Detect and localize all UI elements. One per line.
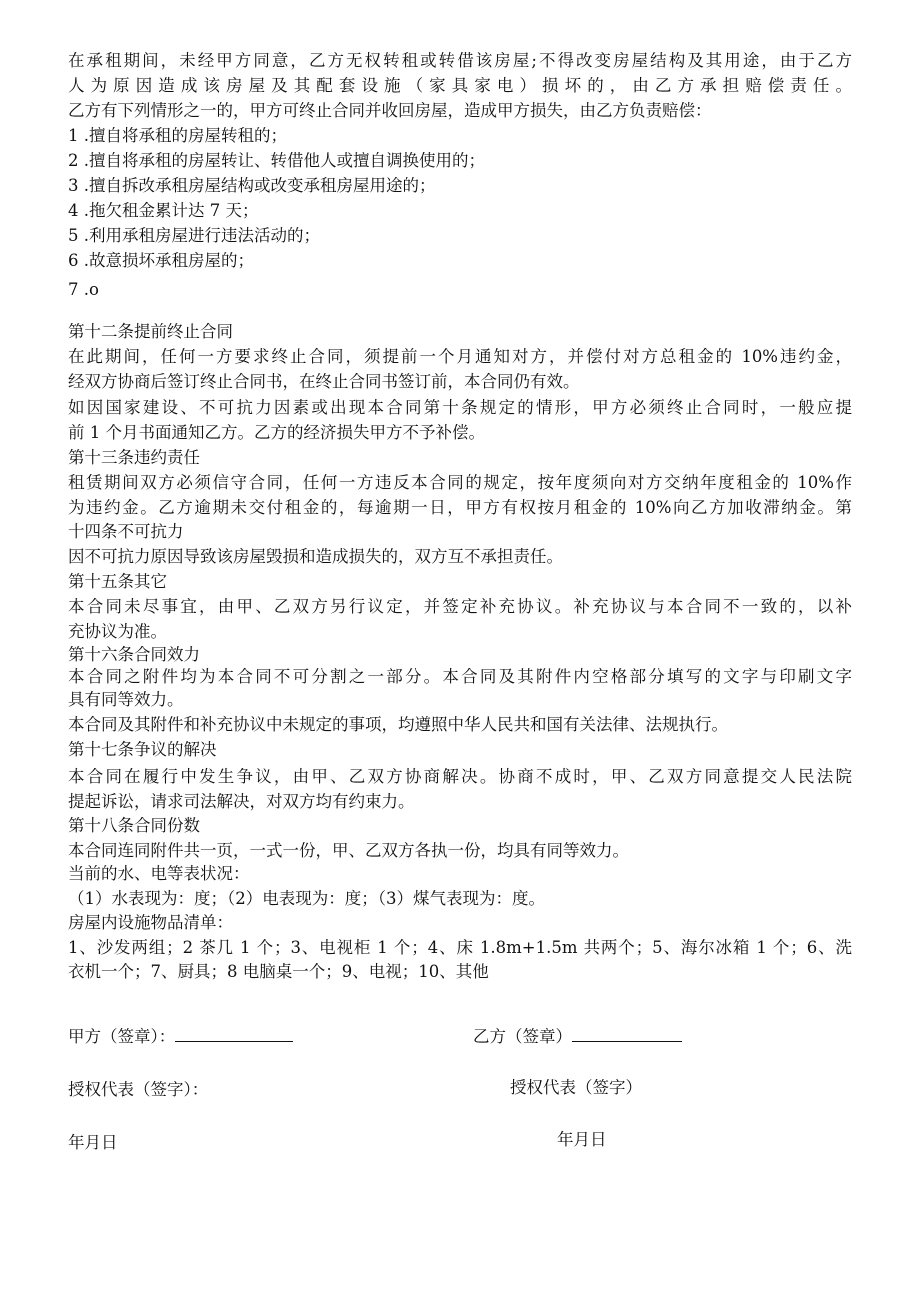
paragraph-line: 在承租期间，未经甲方同意，乙方无权转租或转借该房屋;不得改变房屋结构及其用途，由于乙方 <box>68 51 852 70</box>
paragraph-line: 衣机一个；7、厨具；8 电脑桌一个；9、电视；10、其他 <box>68 962 489 981</box>
list-item: 4 .拖欠租金累计达 7 天； <box>68 201 259 220</box>
section-heading: 第十三条违约责任 <box>68 448 200 467</box>
party-b-label: 乙方（签章） <box>473 1027 572 1046</box>
paragraph-line: 1、沙发两组；2 茶几 1 个；3、电视柜 1 个；4、床 1.8m+1.5m 共两个；5、海尔冰箱 1 个；6、洗 <box>68 938 852 957</box>
paragraph-line: 本合同在履行中发生争议，由甲、乙双方协商解决。协商不成时，甲、乙双方同意提交人民法院 <box>68 767 852 786</box>
list-item: 1 .擅自将承租的房屋转租的； <box>68 126 287 145</box>
section-heading: 第十二条提前终止合同 <box>68 322 233 341</box>
section-heading: 第十五条其它 <box>68 572 167 591</box>
paragraph-line: （1）水表现为：度；（2）电表现为：度；（3）煤气表现为：度。 <box>68 889 545 908</box>
paragraph-line: 房屋内设施物品清单： <box>68 913 233 932</box>
rep-b-label: 授权代表（签字） <box>510 1078 642 1097</box>
party-a-signature <box>68 1025 293 1049</box>
paragraph-line: 经双方协商后签订终止合同书，在终止合同书签订前，本合同仍有效。 <box>68 372 580 391</box>
paragraph-line: 本合同及其附件和补充协议中未规定的事项，均遵照中华人民共和国有关法律、法规执行。 <box>68 715 728 734</box>
paragraph-line: 乙方有下列情形之一的，甲方可终止合同并收回房屋，造成甲方损失，由乙方负责赔偿： <box>68 101 712 120</box>
paragraph-line: 具有同等效力。 <box>68 690 184 709</box>
section-heading: 第十六条合同效力 <box>68 645 200 664</box>
paragraph-line: 本合同之附件均为本合同不可分割之一部分。本合同及其附件内空格部分填写的文字与印刷文字 <box>68 667 852 686</box>
section-heading: 十四条不可抗力 <box>68 522 184 541</box>
paragraph-line: 充协议为准。 <box>68 622 167 641</box>
paragraph-line: 提起诉讼，请求司法解决，对双方均有约束力。 <box>68 792 415 811</box>
list-item: 6 .故意损坏承租房屋的； <box>68 251 254 270</box>
paragraph-line: 前 1 个月书面通知乙方。乙方的经济损失甲方不予补偿。 <box>68 423 485 442</box>
paragraph-line: 如因国家建设、不可抗力因素或出现本合同第十条规定的情形，甲方必须终止合同时，一般应提 <box>68 398 852 417</box>
date-b: 年月日 <box>557 1130 607 1149</box>
rep-a-label: 授权代表（签字）： <box>68 1080 209 1099</box>
paragraph-line: 租赁期间双方必须信守合同，任何一方违反本合同的规定，按年度须向对方交纳年度租金的 10%作 <box>68 473 852 492</box>
list-item: 7 .o <box>68 280 99 299</box>
list-item: 5 .利用承租房屋进行违法活动的； <box>68 226 320 245</box>
party-b-signature-line <box>572 1027 682 1042</box>
list-item: 2 .擅自将承租的房屋转让、转借他人或擅自调换使用的； <box>68 151 485 170</box>
section-heading: 第十七条争议的解决 <box>68 740 217 759</box>
section-heading: 第十八条合同份数 <box>68 816 200 835</box>
paragraph-line: 当前的水、电等表状况： <box>68 864 250 883</box>
party-a-signature-line <box>175 1027 293 1042</box>
date-a: 年月日 <box>68 1133 118 1152</box>
party-a-label: 甲方（签章）： <box>68 1027 176 1046</box>
paragraph-line: 本合同连同附件共一页，一式一份，甲、乙双方各执一份，均具有同等效力。 <box>68 841 629 860</box>
paragraph-line: 因不可抗力原因导致该房屋毁损和造成损失的，双方互不承担责任。 <box>68 547 563 566</box>
paragraph-line: 为违约金。乙方逾期未交付租金的，每逾期一日，甲方有权按月租金的 10%向乙方加收滞纳金。第 <box>68 498 852 517</box>
list-item: 3 .擅自拆改承租房屋结构或改变承租房屋用途的； <box>68 176 436 195</box>
paragraph-line: 本合同未尽事宜，由甲、乙双方另行议定，并签定补充协议。补充协议与本合同不一致的，以补 <box>68 597 852 616</box>
party-b-signature <box>473 1025 682 1049</box>
paragraph-line: 人为原因造成该房屋及其配套设施（家具家电）损坏的，由乙方承担赔偿责任。 <box>68 76 852 95</box>
paragraph-line: 在此期间，任何一方要求终止合同，须提前一个月通知对方，并偿付对方总租金的 10%违约金， <box>68 347 852 366</box>
